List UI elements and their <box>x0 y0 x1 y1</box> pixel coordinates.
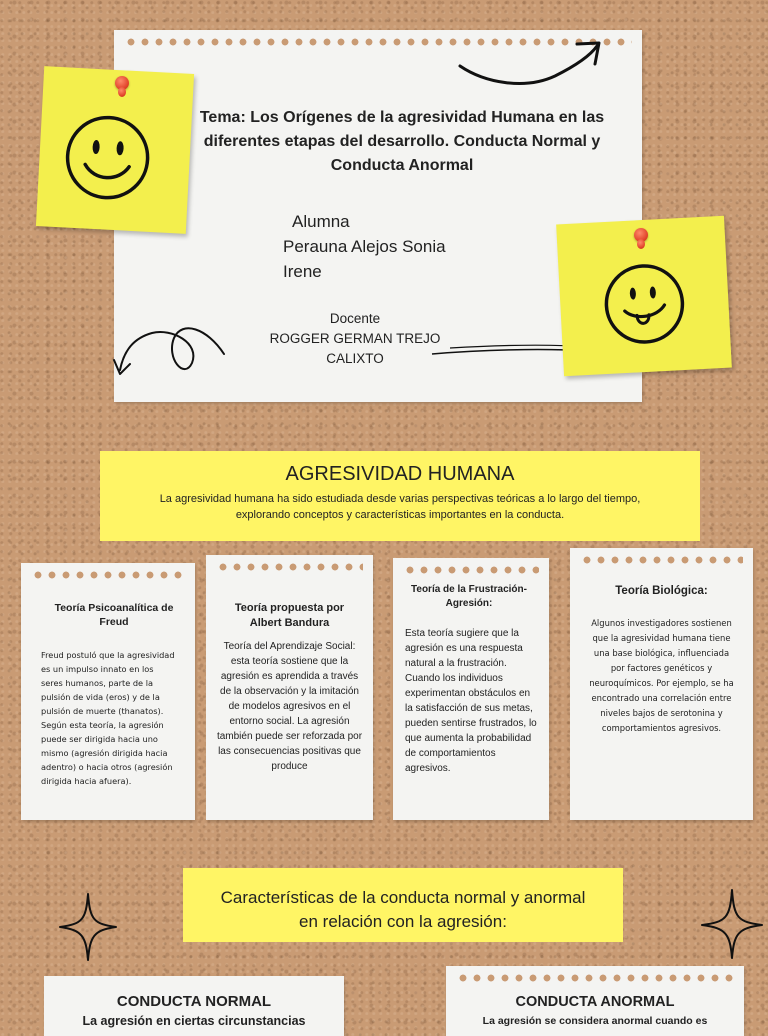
push-pin-icon <box>634 228 648 242</box>
card-frustracion <box>393 558 549 820</box>
card-title: Teoría Psicoanalítica de Freud <box>54 602 174 629</box>
teacher-name-line2: CALIXTO <box>326 351 384 366</box>
cover-title: Tema: Los Orígenes de la agresividad Humana en las diferentes etapas del desarrollo. Conducta Normal y Conducta Anormal <box>199 109 605 174</box>
banner-heading: AGRESIVIDAD HUMANA <box>285 463 515 485</box>
tongue-smiley-icon <box>598 258 690 350</box>
sticky-note-left <box>36 66 194 234</box>
banner-caracteristicas <box>183 868 623 942</box>
card-bandura <box>206 555 373 820</box>
teacher-name-line1: ROGGER GERMAN TREJO <box>269 331 441 346</box>
smiley-icon <box>59 109 156 206</box>
card-body: Algunos investigadores sostienen que la agresividad humana tiene una base biológica, influenciada por factores genéticos y neuroquímicos. Por ejemplo, se ha encontrado una correlación entre niveles bajos de serotonina y comportamientos agresivos. <box>589 618 734 733</box>
student-name-line2: Irene <box>283 262 322 281</box>
card-body: Teoría del Aprendizaje Social: esta teoría sostiene que la agresión es aprendida a través de la observación y la imitación de modelos agresivos en el entorno social. La agresión también puede ser reforzada por las consecuencias positivas que produce <box>216 641 363 772</box>
card-biologica <box>570 548 753 820</box>
arrow-icon <box>455 38 605 90</box>
card-title: Teoría propuesta por Albert Bandura <box>234 602 345 629</box>
paper-holes <box>216 563 363 571</box>
card-conducta-anormal <box>446 966 744 1036</box>
banner-agresividad <box>100 451 700 541</box>
paper-holes <box>580 556 743 564</box>
card-freud <box>21 563 195 820</box>
abnormal-title: CONDUCTA ANORMAL <box>515 994 675 1010</box>
paper-holes <box>31 571 185 579</box>
teacher-label: Docente <box>329 311 381 326</box>
paper-holes <box>403 566 539 574</box>
card-body: Freud postuló que la agresividad es un impulso innato en los seres humanos, parte de la pulsión de vida (eros) y de la pulsión de muerte (thanatos). Según esta teoría, la agresión puede ser dirigida hacia uno mismo (agresión dirigida hacia adentro) o hacia otros (agresión dirigida hacia afuera). <box>41 650 175 786</box>
card-body: Esta teoría sugiere que la agresión es una respuesta natural a la frustración. Cuando los individuos experimentan obstáculos en la satisfacción de sus metas, pueden sentirse frustrados, lo que aumenta la probabilidad de comportamientos agresivos. <box>405 628 537 774</box>
card-conducta-normal <box>44 976 344 1036</box>
paper-holes <box>456 974 734 982</box>
sparkle-icon <box>58 892 118 962</box>
student-name-line1: Perauna Alejos Sonia <box>283 237 446 256</box>
card-title: Teoría Biológica: <box>615 585 708 597</box>
banner2-line1: Características de la conducta normal y anormal <box>220 888 586 907</box>
normal-title: CONDUCTA NORMAL <box>116 993 272 1010</box>
banner2-line2: en relación con la agresión: <box>299 912 507 931</box>
abnormal-text: La agresión se considera anormal cuando es <box>482 1015 708 1027</box>
student-label: Alumna <box>292 212 350 231</box>
normal-text: La agresión en ciertas circunstancias <box>82 1014 306 1028</box>
card-title: Teoría de la Frustración-Agresión: <box>411 584 527 609</box>
push-pin-icon <box>115 76 129 90</box>
banner-text: La agresividad humana ha sido estudiada desde varias perspectivas teóricas a lo largo del tiempo, explorando conceptos y características importantes en la conducta. <box>159 493 641 521</box>
sparkle-icon <box>700 888 764 960</box>
loop-arrow-icon <box>112 318 237 384</box>
